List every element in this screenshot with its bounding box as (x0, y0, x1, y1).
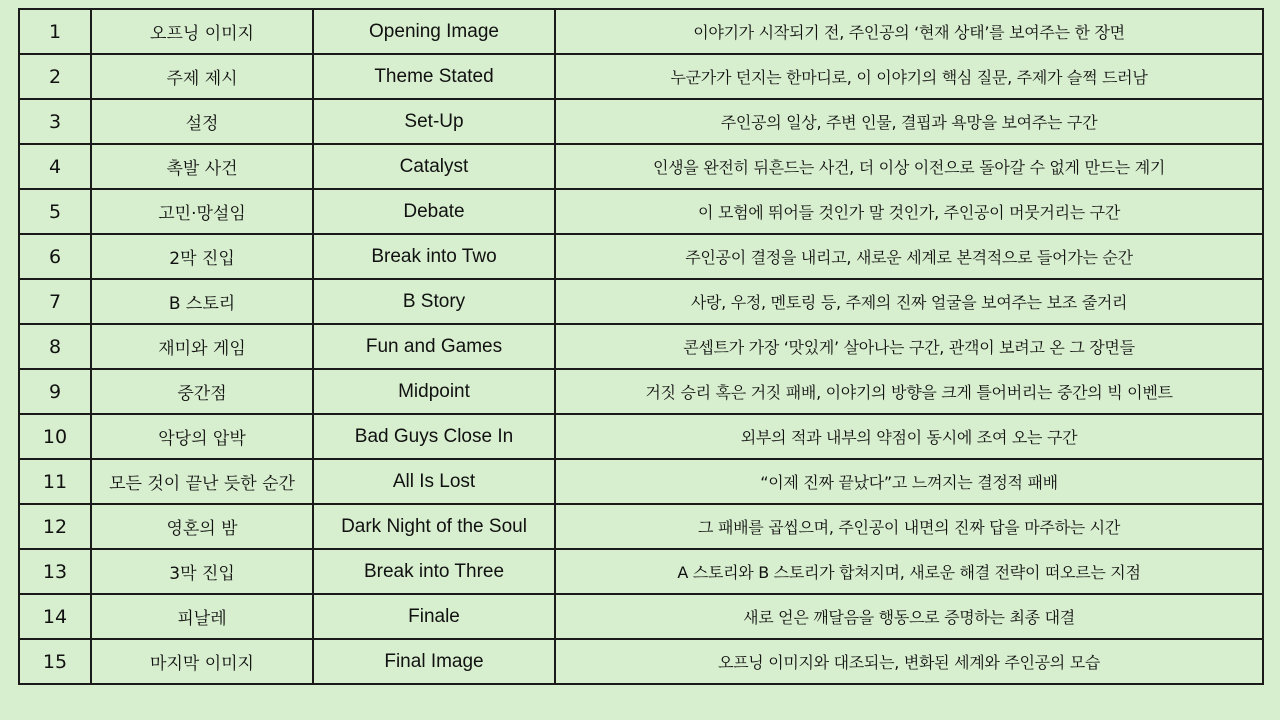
beat-number-cell: 9 (19, 369, 91, 414)
beat-english-name-cell: Set-Up (313, 99, 555, 144)
beat-number-cell: 11 (19, 459, 91, 504)
table-row (19, 9, 1263, 54)
beat-number-cell: 2 (19, 54, 91, 99)
table-row (19, 504, 1263, 549)
beat-description-cell: 오프닝 이미지와 대조되는, 변화된 세계와 주인공의 모습 (555, 639, 1263, 684)
table-row (19, 54, 1263, 99)
beat-english-name-cell: Finale (313, 594, 555, 639)
beat-number-cell: 10 (19, 414, 91, 459)
beat-number-cell: 15 (19, 639, 91, 684)
beat-english-name-cell: B Story (313, 279, 555, 324)
beat-english-name-cell: Catalyst (313, 144, 555, 189)
beat-description-cell: 사랑, 우정, 멘토링 등, 주제의 진짜 얼굴을 보여주는 보조 줄거리 (555, 279, 1263, 324)
table-row (19, 459, 1263, 504)
beat-english-name-cell: Break into Two (313, 234, 555, 279)
beat-sheet-table (18, 8, 1264, 685)
beat-english-name-cell: All Is Lost (313, 459, 555, 504)
beat-description-cell: 인생을 완전히 뒤흔드는 사건, 더 이상 이전으로 돌아갈 수 없게 만드는 계기 (555, 144, 1263, 189)
beat-number-cell: 6 (19, 234, 91, 279)
beat-description-cell: 외부의 적과 내부의 약점이 동시에 조여 오는 구간 (555, 414, 1263, 459)
beat-description-cell: 이야기가 시작되기 전, 주인공의 ‘현재 상태’를 보여주는 한 장면 (555, 9, 1263, 54)
beat-number-cell: 12 (19, 504, 91, 549)
table-row (19, 189, 1263, 234)
beat-korean-name-cell: 중간점 (91, 369, 313, 414)
table-row (19, 594, 1263, 639)
beat-number-cell: 13 (19, 549, 91, 594)
beat-english-name-cell: Debate (313, 189, 555, 234)
table-row (19, 639, 1263, 684)
beat-number-cell: 8 (19, 324, 91, 369)
beat-english-name-cell: Midpoint (313, 369, 555, 414)
beat-number-cell: 3 (19, 99, 91, 144)
table-row (19, 549, 1263, 594)
beat-korean-name-cell: 주제 제시 (91, 54, 313, 99)
beat-description-cell: 거짓 승리 혹은 거짓 패배, 이야기의 방향을 크게 틀어버리는 중간의 빅 이벤트 (555, 369, 1263, 414)
table-row (19, 99, 1263, 144)
beat-description-cell: 주인공의 일상, 주변 인물, 결핍과 욕망을 보여주는 구간 (555, 99, 1263, 144)
table-row (19, 369, 1263, 414)
beat-korean-name-cell: 고민·망설임 (91, 189, 313, 234)
beat-english-name-cell: Bad Guys Close In (313, 414, 555, 459)
beat-number-cell: 14 (19, 594, 91, 639)
beat-english-name-cell: Final Image (313, 639, 555, 684)
beat-korean-name-cell: 오프닝 이미지 (91, 9, 313, 54)
beat-english-name-cell: Fun and Games (313, 324, 555, 369)
table-row (19, 144, 1263, 189)
beat-english-name-cell: Break into Three (313, 549, 555, 594)
beat-number-cell: 5 (19, 189, 91, 234)
beat-description-cell: 누군가가 던지는 한마디로, 이 이야기의 핵심 질문, 주제가 슬쩍 드러남 (555, 54, 1263, 99)
beat-korean-name-cell: B 스토리 (91, 279, 313, 324)
beat-english-name-cell: Dark Night of the Soul (313, 504, 555, 549)
table-row (19, 279, 1263, 324)
beat-korean-name-cell: 모든 것이 끝난 듯한 순간 (91, 459, 313, 504)
table-row (19, 234, 1263, 279)
beat-korean-name-cell: 재미와 게임 (91, 324, 313, 369)
beat-english-name-cell: Theme Stated (313, 54, 555, 99)
table-row (19, 324, 1263, 369)
beat-description-cell: 그 패배를 곱씹으며, 주인공이 내면의 진짜 답을 마주하는 시간 (555, 504, 1263, 549)
table-row (19, 414, 1263, 459)
beat-description-cell: 주인공이 결정을 내리고, 새로운 세계로 본격적으로 들어가는 순간 (555, 234, 1263, 279)
beat-description-cell: 콘셉트가 가장 ‘맛있게’ 살아나는 구간, 관객이 보려고 온 그 장면들 (555, 324, 1263, 369)
beat-korean-name-cell: 설정 (91, 99, 313, 144)
beat-description-cell: 새로 얻은 깨달음을 행동으로 증명하는 최종 대결 (555, 594, 1263, 639)
beat-number-cell: 7 (19, 279, 91, 324)
beat-number-cell: 1 (19, 9, 91, 54)
beat-description-cell: 이 모험에 뛰어들 것인가 말 것인가, 주인공이 머뭇거리는 구간 (555, 189, 1263, 234)
beat-number-cell: 4 (19, 144, 91, 189)
beat-korean-name-cell: 촉발 사건 (91, 144, 313, 189)
beat-korean-name-cell: 피날레 (91, 594, 313, 639)
beat-description-cell: A 스토리와 B 스토리가 합쳐지며, 새로운 해결 전략이 떠오르는 지점 (555, 549, 1263, 594)
beat-korean-name-cell: 마지막 이미지 (91, 639, 313, 684)
beat-korean-name-cell: 3막 진입 (91, 549, 313, 594)
beat-english-name-cell: Opening Image (313, 9, 555, 54)
beat-korean-name-cell: 2막 진입 (91, 234, 313, 279)
beat-korean-name-cell: 악당의 압박 (91, 414, 313, 459)
beat-korean-name-cell: 영혼의 밤 (91, 504, 313, 549)
beat-description-cell: “이제 진짜 끝났다”고 느껴지는 결정적 패배 (555, 459, 1263, 504)
beat-sheet-body (19, 9, 1263, 684)
